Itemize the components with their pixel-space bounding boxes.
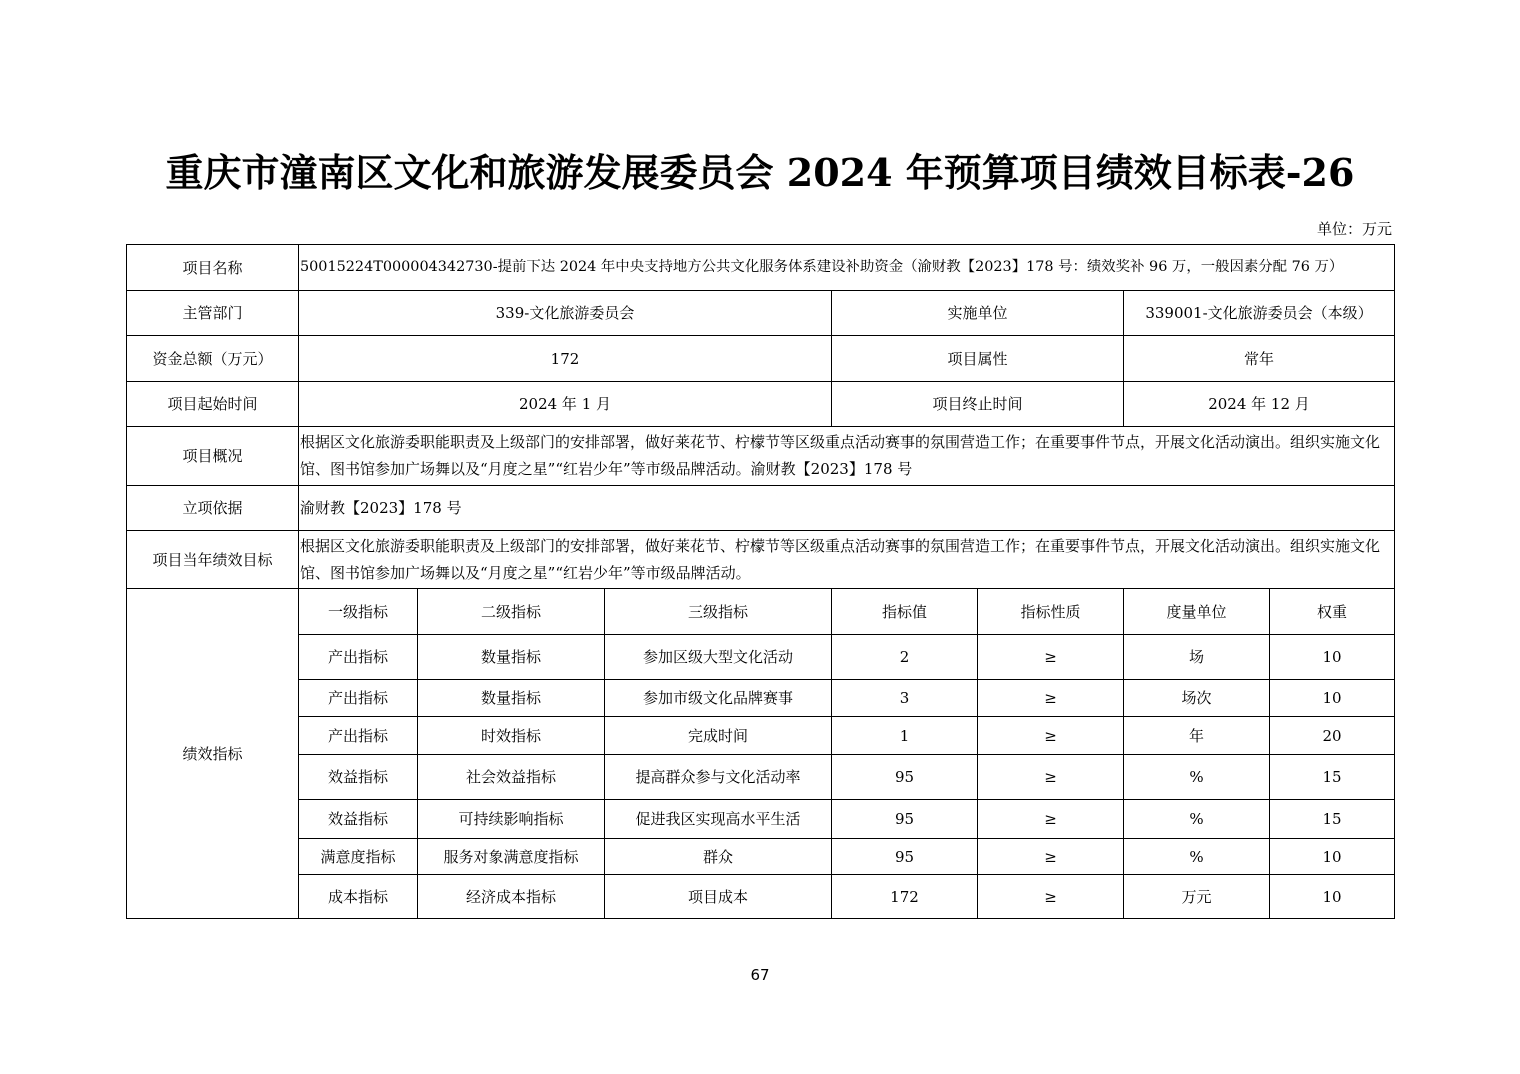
header-nature: 指标性质 xyxy=(978,589,1124,635)
cell-level2: 经济成本指标 xyxy=(418,875,605,919)
impl-value: 339001-文化旅游委员会（本级） xyxy=(1124,291,1395,336)
cell-level2: 数量指标 xyxy=(418,635,605,680)
table-row xyxy=(127,755,1395,800)
start-label: 项目起始时间 xyxy=(127,382,299,427)
row-basis xyxy=(127,486,1395,531)
row-overview xyxy=(127,427,1395,486)
page-title: 重庆市潼南区文化和旅游发展委员会 2024 年预算项目绩效目标表-26 xyxy=(165,150,1355,195)
attr-value: 常年 xyxy=(1124,336,1395,382)
dept-value: 339-文化旅游委员会 xyxy=(299,291,832,336)
cell-value: 3 xyxy=(832,680,978,717)
cell-unit: % xyxy=(1124,839,1270,875)
cell-nature: ≥ xyxy=(978,717,1124,755)
row-goal xyxy=(127,531,1395,589)
cell-weight: 15 xyxy=(1270,800,1395,839)
table-row xyxy=(127,839,1395,875)
impl-label: 实施单位 xyxy=(832,291,1124,336)
cell-level1: 效益指标 xyxy=(299,800,418,839)
cell-level1: 满意度指标 xyxy=(299,839,418,875)
goal-value: 根据区文化旅游委职能职责及上级部门的安排部署，做好莱花节、柠檬节等区级重点活动赛事的氛围营造工作；在重要事件节点，开展文化活动演出。组织实施文化馆、图书馆参加广场舞以及“月度之星”“红岩少年”等市级品牌活动。 xyxy=(299,531,1395,589)
cell-unit: % xyxy=(1124,800,1270,839)
overview-label: 项目概况 xyxy=(127,427,299,486)
cell-level2: 可持续影响指标 xyxy=(418,800,605,839)
cell-level3: 参加市级文化品牌赛事 xyxy=(605,680,832,717)
table-row xyxy=(127,717,1395,755)
project-name-value: 50015224T000004342730-提前下达 2024 年中央支持地方公共文化服务体系建设补助资金（渝财教【2023】178 号：绩效奖补 96 万，一般因素分配 76 万） xyxy=(299,245,1395,291)
cell-unit: % xyxy=(1124,755,1270,800)
cell-value: 1 xyxy=(832,717,978,755)
performance-target-table xyxy=(126,244,1395,919)
cell-value: 95 xyxy=(832,839,978,875)
cell-nature: ≥ xyxy=(978,755,1124,800)
fund-label: 资金总额（万元） xyxy=(127,336,299,382)
cell-value: 95 xyxy=(832,755,978,800)
cell-level2: 服务对象满意度指标 xyxy=(418,839,605,875)
cell-nature: ≥ xyxy=(978,875,1124,919)
cell-level3: 提高群众参与文化活动率 xyxy=(605,755,832,800)
cell-unit: 年 xyxy=(1124,717,1270,755)
basis-label: 立项依据 xyxy=(127,486,299,531)
cell-level1: 产出指标 xyxy=(299,717,418,755)
cell-nature: ≥ xyxy=(978,680,1124,717)
overview-value: 根据区文化旅游委职能职责及上级部门的安排部署，做好莱花节、柠檬节等区级重点活动赛事的氛围营造工作；在重要事件节点，开展文化活动演出。组织实施文化馆、图书馆参加广场舞以及“月度之星”“红岩少年”等市级品牌活动。渝财教【2023】178 号 xyxy=(299,427,1395,486)
fund-value: 172 xyxy=(299,336,832,382)
row-time xyxy=(127,382,1395,427)
table-row xyxy=(127,680,1395,717)
header-weight: 权重 xyxy=(1270,589,1395,635)
cell-value: 95 xyxy=(832,800,978,839)
start-value: 2024 年 1 月 xyxy=(299,382,832,427)
cell-unit: 场 xyxy=(1124,635,1270,680)
cell-level1: 成本指标 xyxy=(299,875,418,919)
cell-level3: 促进我区实现高水平生活 xyxy=(605,800,832,839)
header-level2: 二级指标 xyxy=(418,589,605,635)
cell-unit: 场次 xyxy=(1124,680,1270,717)
dept-label: 主管部门 xyxy=(127,291,299,336)
cell-level2: 社会效益指标 xyxy=(418,755,605,800)
end-label: 项目终止时间 xyxy=(832,382,1124,427)
goal-label: 项目当年绩效目标 xyxy=(127,531,299,589)
cell-level2: 时效指标 xyxy=(418,717,605,755)
project-name-label: 项目名称 xyxy=(127,245,299,291)
cell-nature: ≥ xyxy=(978,839,1124,875)
row-fund xyxy=(127,336,1395,382)
cell-level1: 产出指标 xyxy=(299,680,418,717)
cell-weight: 10 xyxy=(1270,635,1395,680)
cell-level2: 数量指标 xyxy=(418,680,605,717)
cell-nature: ≥ xyxy=(978,635,1124,680)
cell-level1: 效益指标 xyxy=(299,755,418,800)
cell-level3: 项目成本 xyxy=(605,875,832,919)
indicator-header-row xyxy=(127,589,1395,635)
cell-nature: ≥ xyxy=(978,800,1124,839)
page-number: 67 xyxy=(750,966,770,984)
attr-label: 项目属性 xyxy=(832,336,1124,382)
cell-weight: 15 xyxy=(1270,755,1395,800)
indicators-section-label: 绩效指标 xyxy=(127,589,299,919)
basis-value: 渝财教【2023】178 号 xyxy=(299,486,1395,531)
table-row xyxy=(127,800,1395,839)
cell-weight: 10 xyxy=(1270,875,1395,919)
table-row xyxy=(127,635,1395,680)
unit-label: 单位：万元 xyxy=(1316,220,1392,238)
cell-value: 172 xyxy=(832,875,978,919)
header-level1: 一级指标 xyxy=(299,589,418,635)
table-row xyxy=(127,875,1395,919)
end-value: 2024 年 12 月 xyxy=(1124,382,1395,427)
row-project-name xyxy=(127,245,1395,291)
cell-level1: 产出指标 xyxy=(299,635,418,680)
row-department xyxy=(127,291,1395,336)
cell-weight: 10 xyxy=(1270,680,1395,717)
cell-level3: 参加区级大型文化活动 xyxy=(605,635,832,680)
cell-level3: 群众 xyxy=(605,839,832,875)
header-unit: 度量单位 xyxy=(1124,589,1270,635)
cell-unit: 万元 xyxy=(1124,875,1270,919)
header-level3: 三级指标 xyxy=(605,589,832,635)
cell-weight: 20 xyxy=(1270,717,1395,755)
header-value: 指标值 xyxy=(832,589,978,635)
cell-level3: 完成时间 xyxy=(605,717,832,755)
cell-weight: 10 xyxy=(1270,839,1395,875)
cell-value: 2 xyxy=(832,635,978,680)
